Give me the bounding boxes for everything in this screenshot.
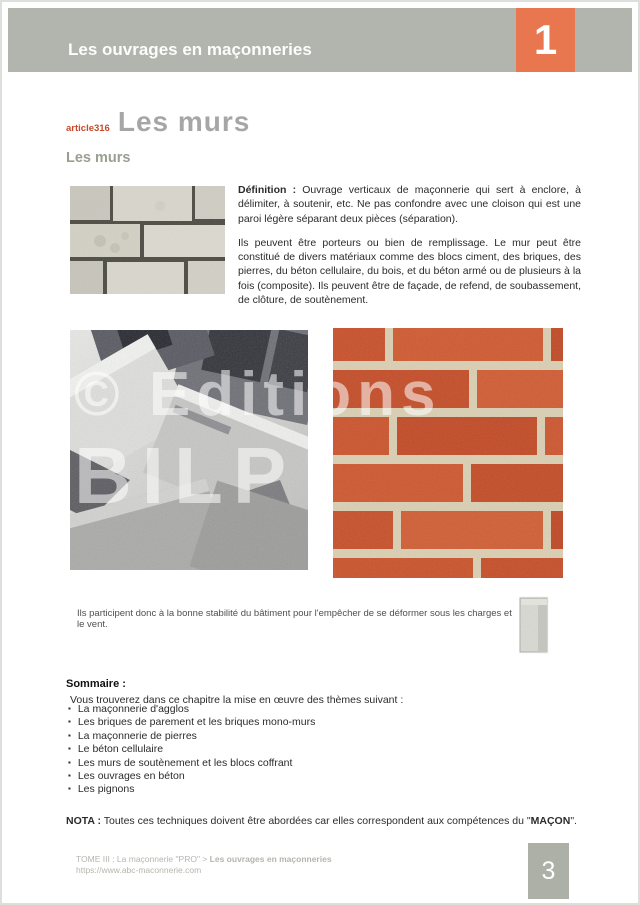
nota-suffix: ". bbox=[570, 814, 577, 827]
page-number-badge: 3 bbox=[528, 843, 569, 899]
list-item: ▪ La maçonnerie d'agglos bbox=[68, 703, 315, 716]
list-item: ▪ Les pignons bbox=[68, 783, 315, 796]
list-item: ▪ Les briques de parement et les briques mono-murs bbox=[68, 716, 315, 729]
list-item: ▪ La maçonnerie de pierres bbox=[68, 730, 315, 743]
sommaire-intro: Vous trouverez dans ce chapitre la mise en œuvre des thèmes suivant : bbox=[70, 693, 404, 706]
red-brick-wall-image bbox=[333, 328, 563, 578]
stone-blocks-photo bbox=[70, 186, 225, 294]
article-subtitle: Les murs bbox=[66, 150, 131, 166]
definition-paragraph-1 bbox=[238, 183, 581, 226]
nota-paragraph bbox=[66, 815, 580, 827]
footer-url-link[interactable]: https://www.abc-maconnerie.com bbox=[76, 865, 202, 875]
stone-blocks-image bbox=[70, 186, 225, 294]
article-title: Les murs bbox=[117, 106, 251, 137]
photo-row bbox=[70, 328, 567, 580]
article-reference: article316 bbox=[66, 123, 110, 134]
footer-breadcrumb-current: Les ouvrages en maçonneries bbox=[209, 854, 332, 864]
sommaire-heading: Sommaire : bbox=[66, 678, 126, 690]
definition-text-1: Ouvrage verticaux de maçonnerie qui sert à enclore, à délimiter, à soutenir, etc. Ne pas confondre avec une cloison qui est une paroi légère séparant deux pièces (séparation). bbox=[238, 184, 581, 225]
definition-paragraph-2: Ils peuvent être porteurs ou bien de remplissage. Le mur peut être constitué de divers matériaux comme des blocs ciment, des briques, des pierres, du béton cellulaire, du bois, et du béton armé ou de plusieurs à la fois (composite). Ils peuvent être de façade, de refend, de soubassement, de clôture, de soutènement. bbox=[238, 236, 581, 307]
nota-label: NOTA : bbox=[66, 814, 101, 827]
small-block-photo bbox=[519, 596, 549, 654]
chapter-title: Les ouvrages en maçonneries bbox=[68, 40, 312, 59]
list-item: ▪ Le béton cellulaire bbox=[68, 743, 315, 756]
chapter-header-bar bbox=[8, 8, 632, 72]
nota-text: Toutes ces techniques doivent être abordées car elles correspondent aux compétences du " bbox=[101, 814, 531, 827]
footer bbox=[76, 854, 332, 876]
red-brick-wall-photo bbox=[333, 328, 563, 578]
cinder-blocks-image bbox=[70, 330, 308, 570]
chapter-number-badge: 1 bbox=[516, 8, 575, 72]
watermark-line2: BILP bbox=[74, 431, 297, 520]
cinder-blocks-photo bbox=[70, 330, 308, 570]
small-block-image bbox=[519, 596, 549, 654]
stability-caption: Ils participent donc à la bonne stabilité du bâtiment pour l'empêcher de se déformer sous les charges et le vent. bbox=[77, 607, 512, 630]
footer-breadcrumb-prefix: TOME III : La maçonnerie "PRO" > bbox=[76, 854, 210, 864]
watermark-line1: © Editions bbox=[74, 360, 442, 429]
sommaire-list bbox=[68, 703, 315, 797]
definition-label: Définition : bbox=[238, 184, 297, 196]
list-item: ▪ Les ouvrages en béton bbox=[68, 770, 315, 783]
definition-block bbox=[238, 183, 581, 317]
article-heading bbox=[66, 106, 250, 138]
footer-breadcrumb bbox=[76, 854, 332, 865]
list-item: ▪ Les murs de soutènement et les blocs coffrant bbox=[68, 757, 315, 770]
nota-emphasis: MAÇON bbox=[530, 814, 571, 827]
